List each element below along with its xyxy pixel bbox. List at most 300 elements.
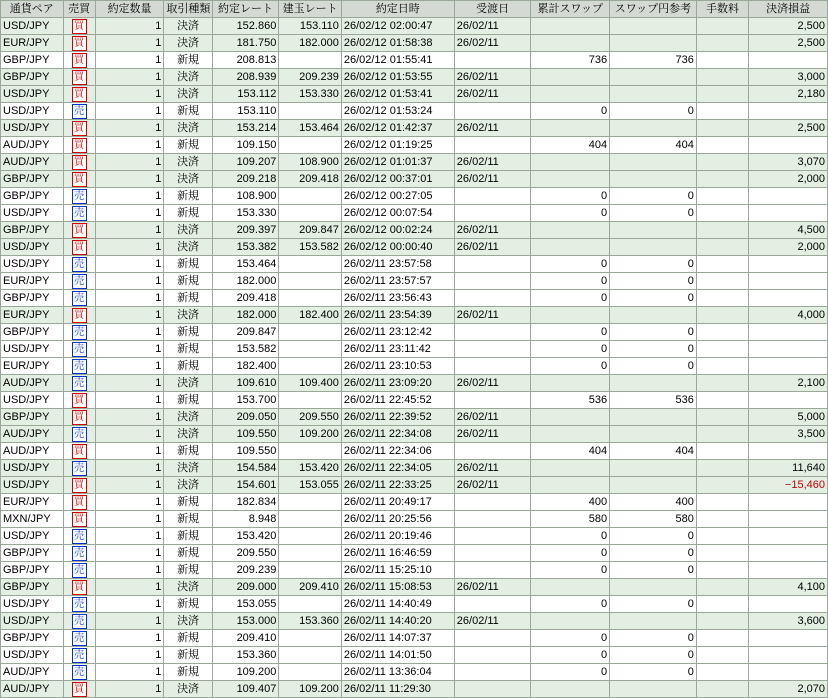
cell-pl xyxy=(749,392,828,409)
table-row[interactable] xyxy=(1,341,828,358)
table-row[interactable] xyxy=(1,647,828,664)
cell-rate: 153.055 xyxy=(212,596,279,613)
cell-fee xyxy=(696,528,748,545)
cell-fee xyxy=(696,460,748,477)
cell-qty: 1 xyxy=(95,307,164,324)
cell-side xyxy=(63,324,95,341)
cell-tate: 109.400 xyxy=(279,375,342,392)
cell-pair: GBP/JPY xyxy=(1,188,64,205)
cell-type: 新規 xyxy=(164,443,212,460)
cell-tate: 109.200 xyxy=(279,681,342,698)
cell-pair: EUR/JPY xyxy=(1,307,64,324)
cell-tate: 153.110 xyxy=(279,18,342,35)
cell-side xyxy=(63,52,95,69)
column-header-swap-jpy[interactable]: スワップ円参考 xyxy=(610,1,697,18)
column-header-value-date[interactable]: 受渡日 xyxy=(454,1,531,18)
cell-type: 新規 xyxy=(164,188,212,205)
cell-pl: 2,500 xyxy=(749,120,828,137)
cell-dt: 26/02/11 13:36:04 xyxy=(341,664,454,681)
cell-fee xyxy=(696,18,748,35)
cell-type: 決済 xyxy=(164,239,212,256)
cell-qty: 1 xyxy=(95,562,164,579)
cell-qty: 1 xyxy=(95,103,164,120)
cell-type: 新規 xyxy=(164,103,212,120)
cell-type: 新規 xyxy=(164,290,212,307)
cell-tate: 153.464 xyxy=(279,120,342,137)
cell-rate: 182.000 xyxy=(212,307,279,324)
table-row[interactable] xyxy=(1,290,828,307)
cell-rate: 109.407 xyxy=(212,681,279,698)
cell-fee xyxy=(696,579,748,596)
cell-pair: EUR/JPY xyxy=(1,273,64,290)
table-row[interactable] xyxy=(1,613,828,630)
cell-swap: 0 xyxy=(531,256,610,273)
cell-tate xyxy=(279,630,342,647)
cell-udt xyxy=(454,341,531,358)
cell-dt: 26/02/12 01:58:38 xyxy=(341,35,454,52)
table-row[interactable] xyxy=(1,137,828,154)
cell-udt xyxy=(454,630,531,647)
cell-rate: 154.601 xyxy=(212,477,279,494)
table-row[interactable] xyxy=(1,477,828,494)
sell-badge: 売 xyxy=(72,614,87,629)
cell-qty: 1 xyxy=(95,120,164,137)
cell-tate xyxy=(279,596,342,613)
cell-dt: 26/02/11 20:49:17 xyxy=(341,494,454,511)
cell-rate: 153.000 xyxy=(212,613,279,630)
cell-qty: 1 xyxy=(95,222,164,239)
cell-swap xyxy=(531,69,610,86)
table-row[interactable] xyxy=(1,120,828,137)
table-row[interactable] xyxy=(1,171,828,188)
cell-side xyxy=(63,86,95,103)
column-header-realized-pl[interactable]: 決済損益 xyxy=(749,1,828,18)
cell-udt: 26/02/11 xyxy=(454,579,531,596)
cell-fee xyxy=(696,358,748,375)
table-row[interactable] xyxy=(1,239,828,256)
cell-dt: 26/02/11 22:34:08 xyxy=(341,426,454,443)
table-row[interactable] xyxy=(1,256,828,273)
buy-badge: 買 xyxy=(72,223,87,238)
cell-fee xyxy=(696,273,748,290)
table-row[interactable] xyxy=(1,188,828,205)
cell-udt: 26/02/11 xyxy=(454,120,531,137)
cell-pl: 2,500 xyxy=(749,18,828,35)
cell-swap xyxy=(531,239,610,256)
cell-swap: 0 xyxy=(531,545,610,562)
cell-udt: 26/02/11 xyxy=(454,409,531,426)
cell-qty: 1 xyxy=(95,477,164,494)
cell-tate xyxy=(279,358,342,375)
cell-qty: 1 xyxy=(95,188,164,205)
cell-type: 決済 xyxy=(164,681,212,698)
cell-udt xyxy=(454,545,531,562)
cell-swapy: 0 xyxy=(610,562,697,579)
cell-udt xyxy=(454,562,531,579)
table-row[interactable] xyxy=(1,103,828,120)
table-body xyxy=(1,18,828,698)
cell-qty: 1 xyxy=(95,392,164,409)
cell-swap: 0 xyxy=(531,205,610,222)
cell-pair: EUR/JPY xyxy=(1,35,64,52)
cell-side xyxy=(63,69,95,86)
buy-badge: 買 xyxy=(72,682,87,697)
cell-swap: 404 xyxy=(531,443,610,460)
cell-fee xyxy=(696,171,748,188)
cell-swapy: 736 xyxy=(610,52,697,69)
cell-fee xyxy=(696,392,748,409)
table-row[interactable] xyxy=(1,579,828,596)
cell-swapy: 0 xyxy=(610,341,697,358)
cell-rate: 209.847 xyxy=(212,324,279,341)
cell-side xyxy=(63,375,95,392)
cell-side xyxy=(63,494,95,511)
cell-pl: 3,070 xyxy=(749,154,828,171)
column-header-fee[interactable]: 手数料 xyxy=(696,1,748,18)
cell-pl xyxy=(749,528,828,545)
cell-fee xyxy=(696,494,748,511)
table-row[interactable] xyxy=(1,324,828,341)
cell-swap: 0 xyxy=(531,562,610,579)
cell-qty: 1 xyxy=(95,358,164,375)
cell-dt: 26/02/11 23:56:43 xyxy=(341,290,454,307)
cell-pair: GBP/JPY xyxy=(1,69,64,86)
cell-side xyxy=(63,358,95,375)
cell-udt: 26/02/11 xyxy=(454,239,531,256)
buy-badge: 買 xyxy=(72,495,87,510)
cell-qty: 1 xyxy=(95,256,164,273)
cell-side xyxy=(63,205,95,222)
cell-side xyxy=(63,426,95,443)
sell-badge: 売 xyxy=(72,189,87,204)
table-row[interactable] xyxy=(1,443,828,460)
cell-type: 新規 xyxy=(164,494,212,511)
column-header-trade-type[interactable]: 取引種類 xyxy=(164,1,212,18)
buy-badge: 買 xyxy=(72,121,87,136)
table-row[interactable] xyxy=(1,409,828,426)
cell-qty: 1 xyxy=(95,630,164,647)
column-header-cumulative-swap[interactable]: 累計スワップ xyxy=(531,1,610,18)
cell-pl xyxy=(749,273,828,290)
cell-side xyxy=(63,545,95,562)
sell-badge: 売 xyxy=(72,665,87,680)
table-row[interactable] xyxy=(1,494,828,511)
cell-swapy: 0 xyxy=(610,545,697,562)
cell-dt: 26/02/11 22:39:52 xyxy=(341,409,454,426)
cell-rate: 109.550 xyxy=(212,426,279,443)
sell-badge: 売 xyxy=(72,648,87,663)
cell-pair: USD/JPY xyxy=(1,477,64,494)
cell-dt: 26/02/11 23:57:57 xyxy=(341,273,454,290)
cell-pair: AUD/JPY xyxy=(1,664,64,681)
table-row[interactable] xyxy=(1,307,828,324)
cell-pl xyxy=(749,511,828,528)
cell-rate: 182.000 xyxy=(212,273,279,290)
cell-swap: 580 xyxy=(531,511,610,528)
cell-dt: 26/02/12 02:00:47 xyxy=(341,18,454,35)
table-row[interactable] xyxy=(1,18,828,35)
cell-qty: 1 xyxy=(95,154,164,171)
cell-side xyxy=(63,256,95,273)
cell-swap xyxy=(531,18,610,35)
cell-pl xyxy=(749,443,828,460)
cell-pair: USD/JPY xyxy=(1,86,64,103)
cell-swapy xyxy=(610,69,697,86)
cell-fee xyxy=(696,69,748,86)
table-row[interactable] xyxy=(1,86,828,103)
cell-type: 新規 xyxy=(164,528,212,545)
cell-dt: 26/02/11 23:11:42 xyxy=(341,341,454,358)
sell-badge: 売 xyxy=(72,376,87,391)
cell-tate: 209.847 xyxy=(279,222,342,239)
buy-badge: 買 xyxy=(72,53,87,68)
cell-pl: 4,100 xyxy=(749,579,828,596)
table-row[interactable] xyxy=(1,375,828,392)
cell-fee xyxy=(696,35,748,52)
cell-swapy xyxy=(610,477,697,494)
cell-rate: 109.550 xyxy=(212,443,279,460)
table-row[interactable] xyxy=(1,545,828,562)
cell-qty: 1 xyxy=(95,664,164,681)
cell-pl xyxy=(749,494,828,511)
table-row[interactable] xyxy=(1,426,828,443)
cell-rate: 153.582 xyxy=(212,341,279,358)
cell-tate: 108.900 xyxy=(279,154,342,171)
cell-qty: 1 xyxy=(95,239,164,256)
cell-side xyxy=(63,103,95,120)
cell-side xyxy=(63,154,95,171)
cell-qty: 1 xyxy=(95,511,164,528)
cell-pair: USD/JPY xyxy=(1,120,64,137)
cell-pl xyxy=(749,562,828,579)
cell-dt: 26/02/12 01:19:25 xyxy=(341,137,454,154)
cell-swap xyxy=(531,375,610,392)
column-header-side[interactable]: 売買 xyxy=(63,1,95,18)
cell-type: 決済 xyxy=(164,222,212,239)
cell-rate: 153.112 xyxy=(212,86,279,103)
cell-udt: 26/02/11 xyxy=(454,154,531,171)
cell-swapy: 0 xyxy=(610,528,697,545)
cell-udt xyxy=(454,358,531,375)
cell-dt: 26/02/12 01:01:37 xyxy=(341,154,454,171)
table-row[interactable] xyxy=(1,664,828,681)
cell-rate: 153.420 xyxy=(212,528,279,545)
cell-pair: GBP/JPY xyxy=(1,324,64,341)
cell-dt: 26/02/12 00:07:54 xyxy=(341,205,454,222)
cell-udt xyxy=(454,443,531,460)
cell-qty: 1 xyxy=(95,171,164,188)
cell-swapy xyxy=(610,409,697,426)
buy-badge: 買 xyxy=(72,36,87,51)
cell-swap xyxy=(531,613,610,630)
sell-badge: 売 xyxy=(72,274,87,289)
cell-udt: 26/02/11 xyxy=(454,307,531,324)
cell-pair: USD/JPY xyxy=(1,256,64,273)
table-row[interactable] xyxy=(1,358,828,375)
cell-rate: 109.207 xyxy=(212,154,279,171)
column-header-exec-rate[interactable]: 約定レート xyxy=(212,1,279,18)
cell-dt: 26/02/11 16:46:59 xyxy=(341,545,454,562)
cell-dt: 26/02/12 01:55:41 xyxy=(341,52,454,69)
cell-swapy: 404 xyxy=(610,137,697,154)
cell-qty: 1 xyxy=(95,460,164,477)
cell-fee xyxy=(696,596,748,613)
cell-dt: 26/02/11 23:57:58 xyxy=(341,256,454,273)
table-row[interactable] xyxy=(1,392,828,409)
table-header xyxy=(1,1,828,18)
cell-pair: GBP/JPY xyxy=(1,630,64,647)
cell-tate xyxy=(279,528,342,545)
cell-fee xyxy=(696,562,748,579)
cell-dt: 26/02/11 23:10:53 xyxy=(341,358,454,375)
table-row[interactable] xyxy=(1,596,828,613)
cell-udt xyxy=(454,137,531,154)
table-row[interactable] xyxy=(1,511,828,528)
buy-badge: 買 xyxy=(72,172,87,187)
cell-side xyxy=(63,290,95,307)
cell-side xyxy=(63,273,95,290)
cell-fee xyxy=(696,477,748,494)
cell-swapy: 0 xyxy=(610,324,697,341)
cell-swap: 0 xyxy=(531,273,610,290)
cell-qty: 1 xyxy=(95,35,164,52)
cell-pl xyxy=(749,630,828,647)
buy-badge: 買 xyxy=(72,155,87,170)
cell-swap: 0 xyxy=(531,324,610,341)
buy-badge: 買 xyxy=(72,138,87,153)
cell-tate xyxy=(279,647,342,664)
cell-pl xyxy=(749,290,828,307)
cell-dt: 26/02/11 23:54:39 xyxy=(341,307,454,324)
cell-type: 新規 xyxy=(164,137,212,154)
cell-qty: 1 xyxy=(95,341,164,358)
table-row[interactable] xyxy=(1,273,828,290)
cell-tate xyxy=(279,443,342,460)
cell-fee xyxy=(696,154,748,171)
cell-pl: 2,180 xyxy=(749,86,828,103)
column-header-quantity[interactable]: 約定数量 xyxy=(95,1,164,18)
cell-swap: 0 xyxy=(531,647,610,664)
column-header-position-rate[interactable]: 建玉レート xyxy=(279,1,342,18)
cell-pl: 2,000 xyxy=(749,171,828,188)
cell-qty: 1 xyxy=(95,681,164,698)
cell-dt: 26/02/11 22:34:05 xyxy=(341,460,454,477)
cell-pair: GBP/JPY xyxy=(1,579,64,596)
cell-pl: 3,000 xyxy=(749,69,828,86)
cell-side xyxy=(63,477,95,494)
table-row[interactable] xyxy=(1,69,828,86)
cell-udt xyxy=(454,290,531,307)
table-row[interactable] xyxy=(1,460,828,477)
table-row[interactable] xyxy=(1,528,828,545)
table-header-row xyxy=(1,1,828,18)
cell-tate xyxy=(279,324,342,341)
table-row[interactable] xyxy=(1,630,828,647)
cell-pair: AUD/JPY xyxy=(1,426,64,443)
cell-swap: 0 xyxy=(531,188,610,205)
cell-side xyxy=(63,120,95,137)
cell-pair: EUR/JPY xyxy=(1,358,64,375)
cell-pl: 11,640 xyxy=(749,460,828,477)
cell-udt xyxy=(454,511,531,528)
cell-pl: 2,000 xyxy=(749,239,828,256)
cell-fee xyxy=(696,137,748,154)
cell-udt xyxy=(454,205,531,222)
cell-side xyxy=(63,341,95,358)
cell-rate: 108.900 xyxy=(212,188,279,205)
cell-udt xyxy=(454,647,531,664)
cell-rate: 109.150 xyxy=(212,137,279,154)
buy-badge: 買 xyxy=(72,512,87,527)
cell-type: 決済 xyxy=(164,35,212,52)
cell-side xyxy=(63,579,95,596)
cell-pair: GBP/JPY xyxy=(1,545,64,562)
table-row[interactable] xyxy=(1,222,828,239)
table-row[interactable] xyxy=(1,205,828,222)
cell-tate xyxy=(279,494,342,511)
cell-type: 決済 xyxy=(164,579,212,596)
cell-swap: 0 xyxy=(531,630,610,647)
cell-udt xyxy=(454,494,531,511)
table-row[interactable] xyxy=(1,681,828,698)
cell-pl: 3,500 xyxy=(749,426,828,443)
buy-badge: 買 xyxy=(72,410,87,425)
cell-dt: 26/02/12 01:53:55 xyxy=(341,69,454,86)
cell-fee xyxy=(696,511,748,528)
buy-badge: 買 xyxy=(72,87,87,102)
buy-badge: 買 xyxy=(72,70,87,85)
cell-qty: 1 xyxy=(95,69,164,86)
sell-badge: 売 xyxy=(72,597,87,612)
cell-side xyxy=(63,664,95,681)
cell-udt: 26/02/11 xyxy=(454,375,531,392)
buy-badge: 買 xyxy=(72,393,87,408)
cell-dt: 26/02/11 22:45:52 xyxy=(341,392,454,409)
cell-tate: 209.418 xyxy=(279,171,342,188)
table-row[interactable] xyxy=(1,154,828,171)
column-header-exec-datetime[interactable]: 約定日時 xyxy=(341,1,454,18)
cell-swapy xyxy=(610,18,697,35)
column-header-pair[interactable]: 通貨ペア xyxy=(1,1,64,18)
sell-badge: 売 xyxy=(72,206,87,221)
cell-dt: 26/02/12 01:42:37 xyxy=(341,120,454,137)
cell-swap xyxy=(531,477,610,494)
cell-qty: 1 xyxy=(95,494,164,511)
cell-qty: 1 xyxy=(95,324,164,341)
buy-badge: 買 xyxy=(72,478,87,493)
cell-udt: 26/02/11 xyxy=(454,86,531,103)
cell-pair: USD/JPY xyxy=(1,596,64,613)
table-row[interactable] xyxy=(1,562,828,579)
cell-tate xyxy=(279,273,342,290)
table-row[interactable] xyxy=(1,35,828,52)
cell-swapy: 0 xyxy=(610,358,697,375)
cell-qty: 1 xyxy=(95,613,164,630)
cell-udt xyxy=(454,324,531,341)
cell-dt: 26/02/12 00:00:40 xyxy=(341,239,454,256)
cell-swapy: 0 xyxy=(610,273,697,290)
cell-side xyxy=(63,18,95,35)
sell-badge: 売 xyxy=(72,257,87,272)
cell-pl xyxy=(749,664,828,681)
cell-type: 新規 xyxy=(164,664,212,681)
cell-pair: AUD/JPY xyxy=(1,681,64,698)
cell-side xyxy=(63,307,95,324)
cell-type: 新規 xyxy=(164,647,212,664)
cell-rate: 153.700 xyxy=(212,392,279,409)
cell-pl: 2,500 xyxy=(749,35,828,52)
table-row[interactable] xyxy=(1,52,828,69)
